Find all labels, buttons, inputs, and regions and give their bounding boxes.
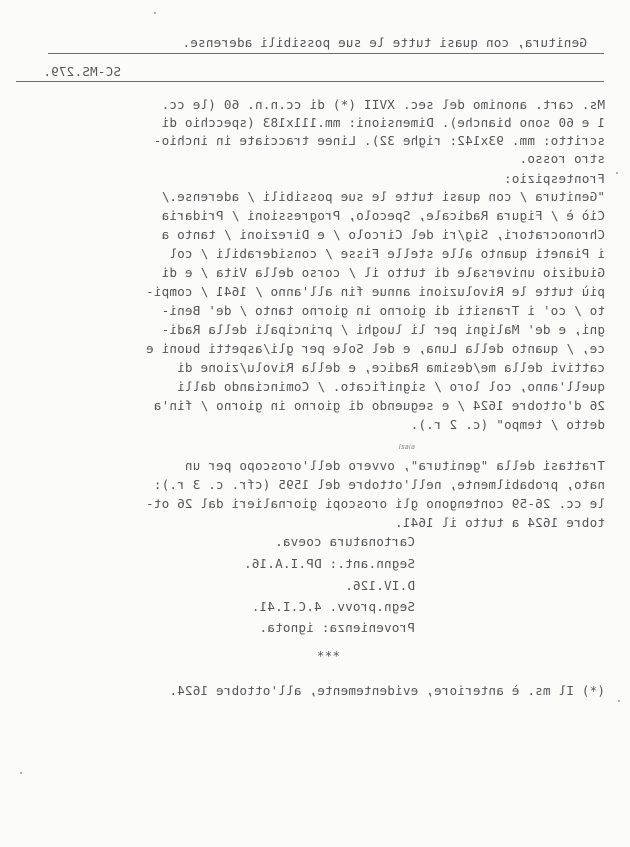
scan-speck [618,700,620,702]
frontispiece-line: Giudizio universale di tutto il / corso della Vita / e di [161,265,605,280]
description-line: 1 e 60 sono bianche). Dimensioni: mm.111x183 (specchio di [161,115,605,130]
note-line: Cartonatura coeva. [274,534,415,549]
frontispiece-line: Chronocratori, Sig/ri del Circolo / e Direzioni / tanto a [161,227,605,242]
shelfmark: SC-MS.279. [43,64,121,79]
frontispiece-line: ce, / quanto della Luna, e del Sole per gli/aspetti buoni e [145,341,605,356]
signature-line: D.IV.126. [344,578,415,593]
frontispiece-line: detto / tempo" (c. 2 r.). [410,417,605,432]
signature-line: Provenienza: ignota. [259,620,415,635]
description-line: stro rosso. [519,151,605,166]
frontispiece-line: to / co' i Transiti di giorno in giorno tanto / de' Beni- [161,303,605,318]
frontispiece-line: gni, e de' Maligni per li luoghi / principali della Radi- [161,322,605,337]
note-line: tobre 1624 a tutto il 1641. [394,515,605,530]
document-title: Genitura, con quasi tutte le sue possibili aderense. [182,35,587,50]
header-rule [16,81,604,82]
signature-line: Segnn.ant.: DP.I.A.16. [243,556,415,571]
frontispiece-line: "Genitura / con quasi tutte le sue possibili / aderense./ [161,189,605,204]
frontispiece-label: Frontespizio: [503,171,605,186]
note-line: nato, probabilmente, nell'ottobre del 1595 (cfr. c. 3 r.): [153,477,605,492]
note-line: Trattasi della "genitura", ovvero dell'oroscopo per un [184,458,605,473]
title-rule [48,53,604,54]
description-line: scritto: mm. 93x142: righe 32). Linee tracciate in inchio- [153,133,605,148]
footnote: (*) Il ms. è anteriore, evidentemente, all'ottobre 1624. [169,683,605,698]
frontispiece-line: quell'anno, col loro / significato. / Cominciando dalli [176,379,605,394]
signature-line: Segn.provv. 4.C.I.41. [251,599,415,614]
frontispiece-line: Ciò è / Figura Radicale, Specolo, Progressioni / Pridaria [161,208,605,223]
note-line: le cc. 26-59 contengono gli oroscopi giornalieri dal 26 ot- [145,496,605,511]
scan-speck [616,172,618,174]
scan-speck [154,12,156,14]
frontispiece-line: cattivi della me/desima Radice, e della Rivolu/zione di [176,360,605,375]
description-line: Ms. cart. anonimo del sec. XVII (*) di cc.n.n. 60 (le cc. [161,97,605,112]
section-separator: *** [316,648,340,663]
scan-speck [20,772,22,774]
frontispiece-line: i Pianeti quanto alle stelle Fisse / considerabili / col [169,246,605,261]
margin-annotation: Isaia [398,443,415,451]
frontispiece-line: 26 d'ottobre 1624 / e seguendo di giorno in giorno / fin'a [153,398,605,413]
frontispiece-line: più tutte le Rivoluzioni annue fin all'anno / 1641 / compi- [145,284,605,299]
